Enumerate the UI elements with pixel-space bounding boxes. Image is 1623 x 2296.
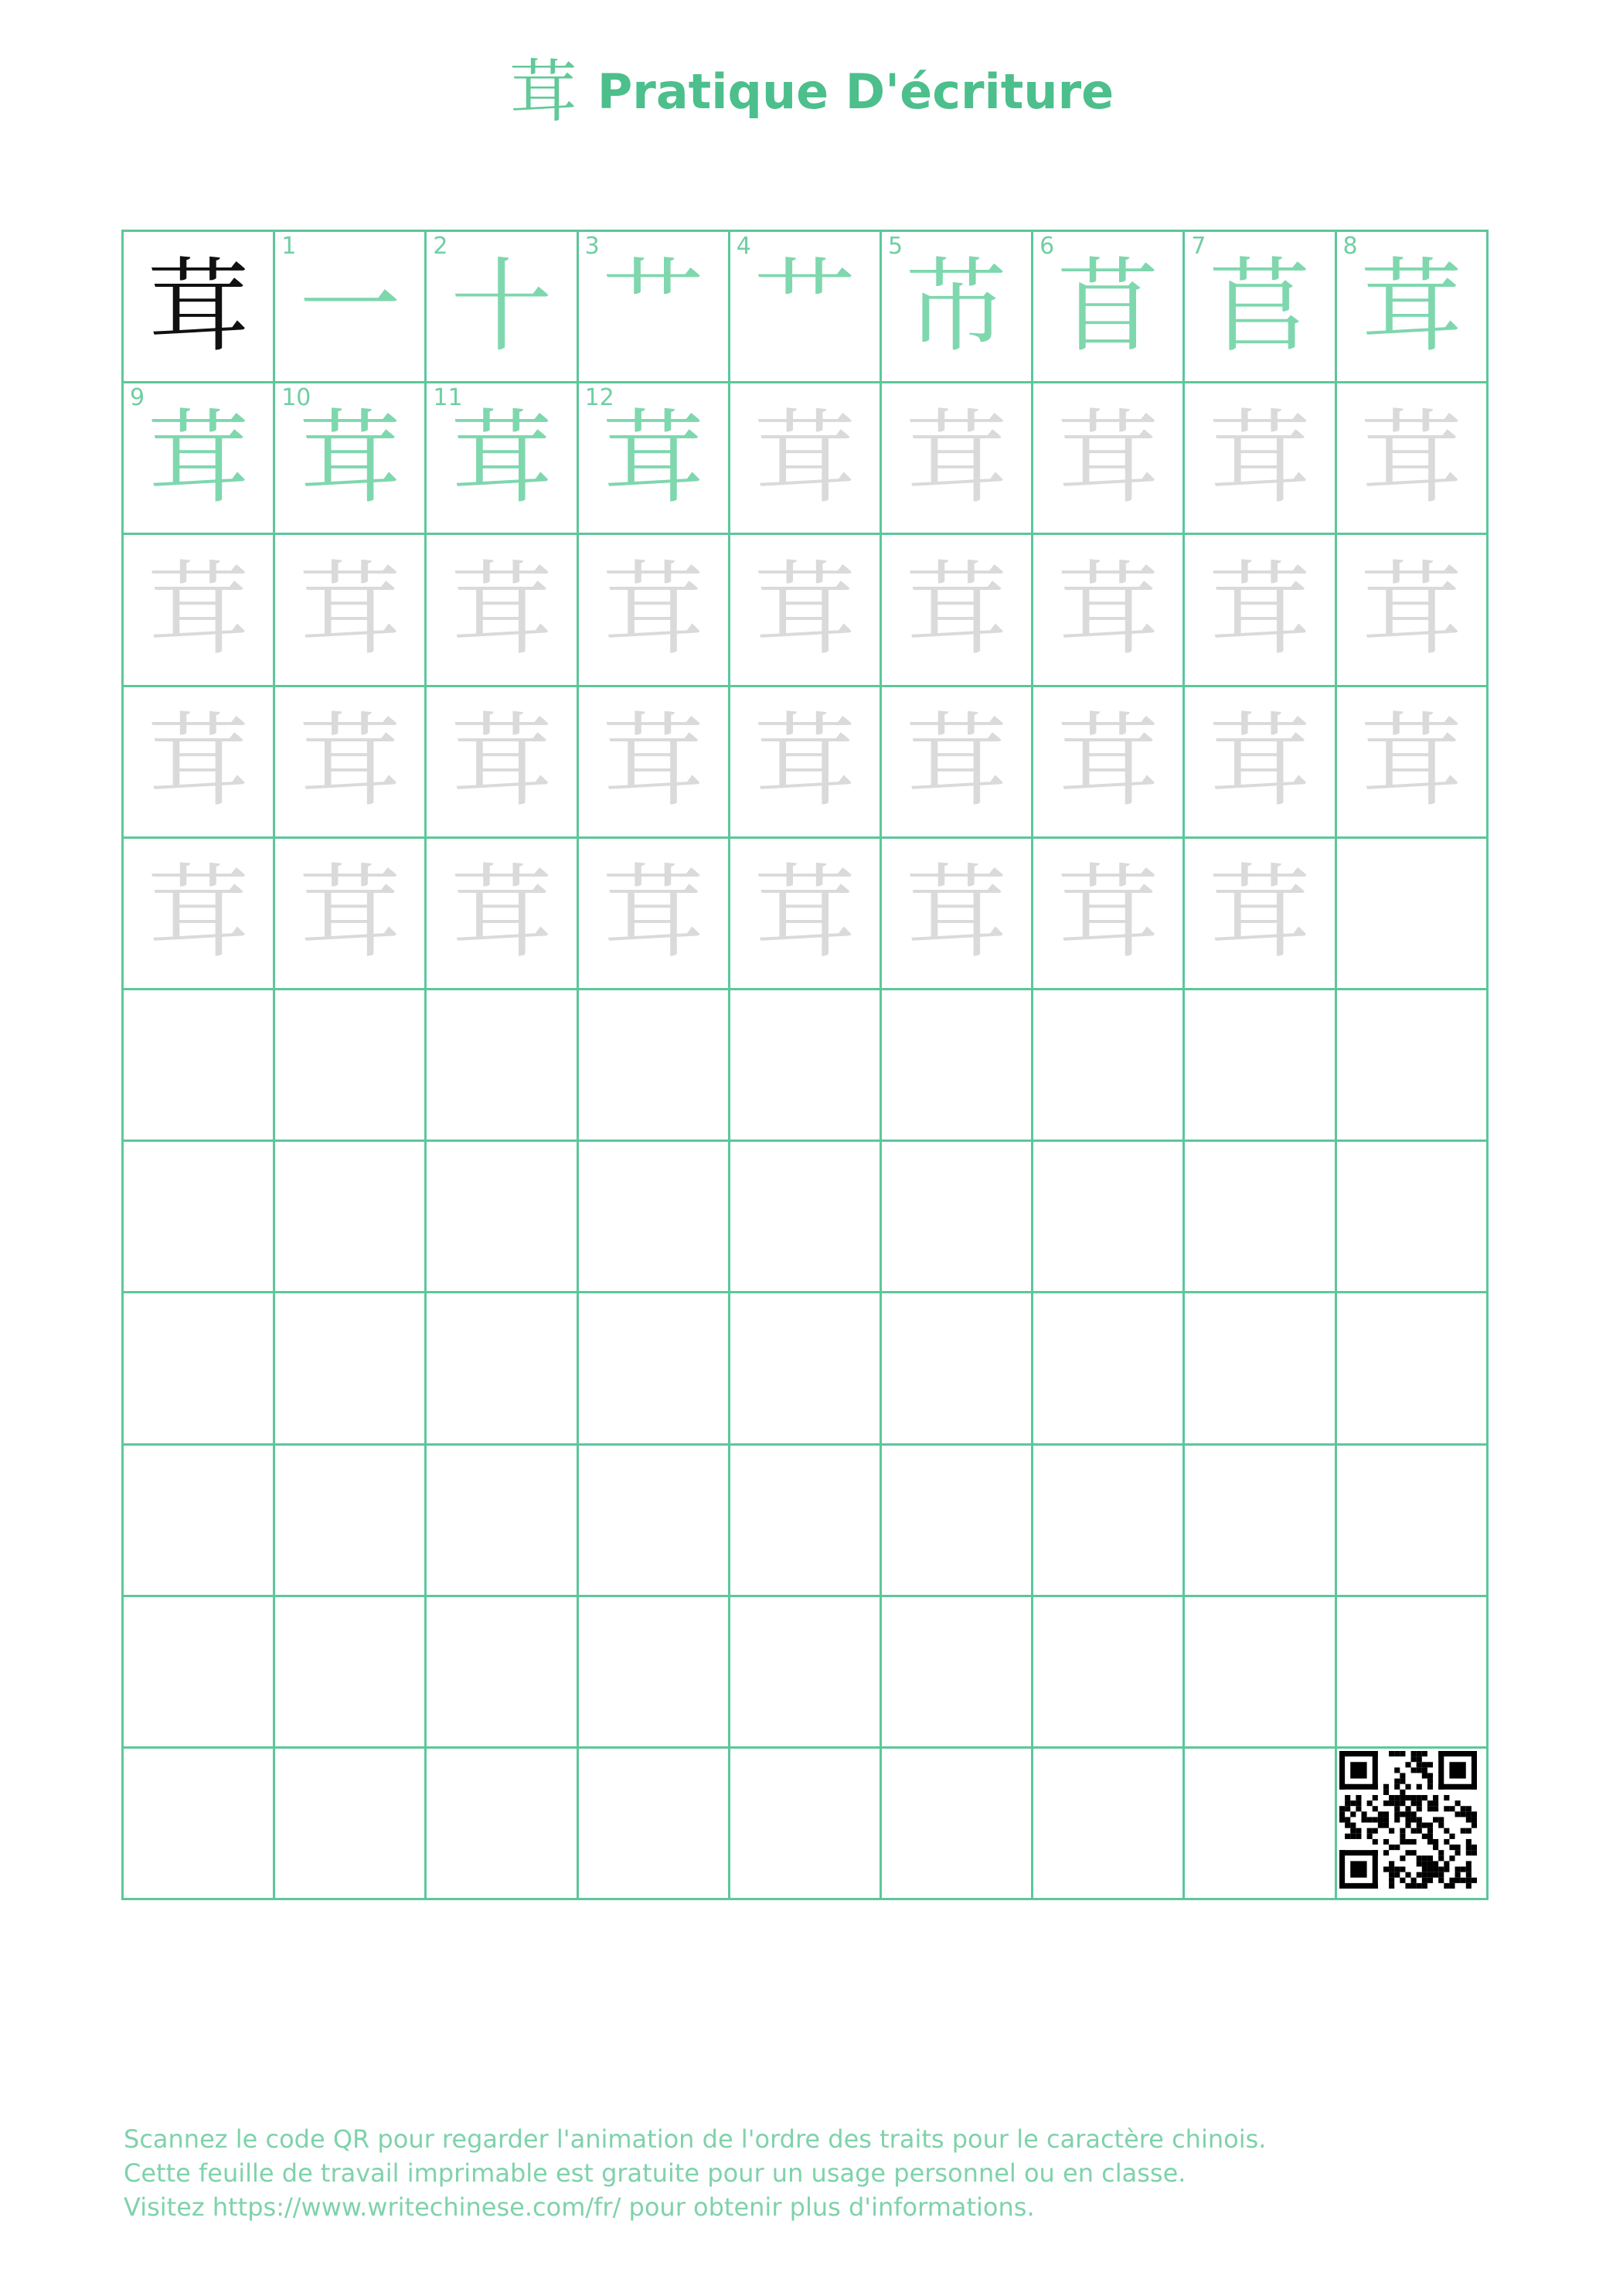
grid-cell[interactable] [882, 383, 1033, 535]
grid-cell[interactable] [275, 535, 427, 686]
grid-cell[interactable] [275, 990, 427, 1142]
stroke-order-number: 6 [1039, 233, 1055, 260]
blank-practice-area [1033, 1446, 1182, 1595]
tracing-character: 茸 [1208, 550, 1311, 669]
tracing-character: 茸 [905, 550, 1008, 669]
blank-practice-area [1185, 1142, 1334, 1291]
grid-cell[interactable] [882, 687, 1033, 839]
blank-practice-area [427, 1446, 576, 1595]
stroke-order-number: 1 [281, 233, 297, 260]
grid-cell[interactable] [1033, 1293, 1185, 1445]
grid-cell[interactable] [730, 383, 882, 535]
grid-cell[interactable] [1033, 535, 1185, 686]
tracing-character: 茸 [450, 853, 553, 973]
blank-practice-area [1033, 1749, 1182, 1898]
grid-cell[interactable] [124, 1142, 275, 1293]
grid-cell[interactable] [579, 383, 730, 535]
grid-cell[interactable] [275, 232, 427, 383]
blank-practice-area [730, 1293, 880, 1443]
grid-cell[interactable] [1033, 687, 1185, 839]
blank-practice-area [275, 990, 424, 1139]
grid-cell[interactable] [1185, 1749, 1336, 1900]
grid-cell[interactable] [1185, 990, 1336, 1142]
stroke-step-character: 艹 [754, 247, 856, 366]
tracing-character: 茸 [450, 550, 553, 669]
tracing-character: 茸 [754, 853, 856, 973]
tracing-character: 茸 [1208, 398, 1311, 518]
grid-cell[interactable] [427, 687, 578, 839]
grid-cell[interactable] [275, 1597, 427, 1749]
grid-cell[interactable] [427, 839, 578, 990]
grid-cell[interactable] [427, 1293, 578, 1445]
grid-cell[interactable] [1033, 383, 1185, 535]
blank-practice-area [1337, 839, 1486, 988]
blank-practice-area [882, 1446, 1031, 1595]
grid-cell[interactable] [124, 990, 275, 1142]
grid-cell[interactable] [1337, 535, 1489, 686]
tracing-character: 茸 [754, 702, 856, 822]
page-title [0, 52, 1623, 131]
blank-practice-area [124, 1597, 273, 1746]
blank-practice-area [1337, 990, 1486, 1139]
grid-cell[interactable] [124, 1749, 275, 1900]
grid-cell[interactable] [124, 1597, 275, 1749]
grid-cell[interactable] [579, 232, 730, 383]
stroke-step-character: 芇 [905, 247, 1008, 366]
grid-cell[interactable] [427, 1142, 578, 1293]
grid-cell[interactable] [730, 1749, 882, 1900]
grid-cell[interactable] [579, 1597, 730, 1749]
footer-line-2: Cette feuille de travail imprimable est gratuite pour un usage personnel ou en classe. [124, 2158, 1186, 2189]
grid-cell[interactable] [730, 535, 882, 686]
grid-cell[interactable] [730, 1142, 882, 1293]
grid-cell[interactable] [1337, 1293, 1489, 1445]
blank-practice-area [730, 1142, 880, 1291]
tracing-character: 茸 [1056, 398, 1159, 518]
blank-practice-area [427, 1293, 576, 1443]
grid-cell[interactable] [579, 535, 730, 686]
grid-cell[interactable] [1337, 1142, 1489, 1293]
tracing-character: 茸 [1208, 853, 1311, 973]
grid-cell[interactable] [124, 839, 275, 990]
blank-practice-area [124, 1293, 273, 1443]
grid-cell[interactable] [427, 990, 578, 1142]
blank-practice-area [275, 1142, 424, 1291]
grid-cell[interactable] [1033, 1446, 1185, 1597]
grid-cell[interactable] [579, 839, 730, 990]
tracing-character: 茸 [147, 853, 250, 973]
grid-cell[interactable] [124, 1293, 275, 1445]
grid-cell[interactable] [427, 1597, 578, 1749]
tracing-character: 茸 [754, 398, 856, 518]
stroke-step-character: 苢 [1208, 247, 1311, 366]
grid-cell[interactable] [1337, 687, 1489, 839]
grid-cell[interactable] [882, 1142, 1033, 1293]
tracing-character: 茸 [602, 702, 705, 822]
grid-cell[interactable] [275, 1293, 427, 1445]
blank-practice-area [1337, 1597, 1486, 1746]
grid-cell[interactable] [427, 535, 578, 686]
grid-cell[interactable] [1185, 839, 1336, 990]
blank-practice-area [275, 1293, 424, 1443]
blank-practice-area [427, 1142, 576, 1291]
grid-cell[interactable] [124, 383, 275, 535]
grid-cell[interactable] [1033, 1142, 1185, 1293]
grid-cell[interactable] [579, 1293, 730, 1445]
grid-cell[interactable] [1033, 839, 1185, 990]
tracing-character: 茸 [1360, 550, 1463, 669]
tracing-character: 茸 [754, 550, 856, 669]
grid-cell[interactable] [579, 1749, 730, 1900]
tracing-character: 茸 [450, 702, 553, 822]
grid-cell[interactable] [1033, 990, 1185, 1142]
grid-cell[interactable] [579, 1142, 730, 1293]
grid-cell[interactable] [1185, 383, 1336, 535]
grid-cell[interactable] [730, 990, 882, 1142]
tracing-character: 茸 [1056, 853, 1159, 973]
tracing-character: 茸 [298, 853, 401, 973]
blank-practice-area [275, 1446, 424, 1595]
blank-practice-area [1185, 1446, 1334, 1595]
stroke-order-number: 10 [281, 384, 311, 412]
blank-practice-area [1185, 1749, 1334, 1898]
grid-cell[interactable] [882, 232, 1033, 383]
tracing-character: 茸 [1360, 398, 1463, 518]
stroke-order-number: 12 [584, 384, 614, 412]
grid-cell[interactable] [275, 1142, 427, 1293]
grid-cell[interactable] [730, 687, 882, 839]
qr-code-icon[interactable] [1339, 1751, 1477, 1889]
stroke-order-number: 2 [433, 233, 448, 260]
title-character: 茸 [509, 52, 577, 131]
blank-practice-area [275, 1597, 424, 1746]
grid-cell[interactable] [579, 687, 730, 839]
stroke-step-character: 艹 [602, 247, 705, 366]
grid-cell[interactable] [275, 1446, 427, 1597]
tracing-character: 茸 [905, 853, 1008, 973]
grid-cell[interactable] [1185, 1597, 1336, 1749]
stroke-order-number: 11 [433, 384, 463, 412]
grid-cell[interactable] [1185, 1142, 1336, 1293]
tracing-character: 茸 [1056, 702, 1159, 822]
blank-practice-area [730, 1749, 880, 1898]
footer-line-1: Scannez le code QR pour regarder l'animation de l'ordre des traits pour le caractère chinois. [124, 2124, 1267, 2154]
blank-practice-area [882, 1142, 1031, 1291]
tracing-character: 茸 [905, 702, 1008, 822]
blank-practice-area [1185, 1293, 1334, 1443]
blank-practice-area [427, 1597, 576, 1746]
grid-cell[interactable] [124, 1446, 275, 1597]
blank-practice-area [275, 1749, 424, 1898]
grid-cell[interactable] [275, 1749, 427, 1900]
grid-cell[interactable] [1337, 1446, 1489, 1597]
grid-cell[interactable] [730, 1597, 882, 1749]
stroke-order-number: 4 [736, 233, 751, 260]
grid-cell[interactable] [124, 232, 275, 383]
tracing-character: 茸 [298, 702, 401, 822]
grid-cell[interactable] [1337, 383, 1489, 535]
grid-cell[interactable] [730, 839, 882, 990]
grid-cell[interactable] [1337, 839, 1489, 990]
tracing-character: 茸 [602, 853, 705, 973]
blank-practice-area [730, 1597, 880, 1746]
blank-practice-area [730, 990, 880, 1139]
tracing-character: 茸 [602, 550, 705, 669]
grid-cell[interactable] [1033, 1749, 1185, 1900]
blank-practice-area [579, 990, 728, 1139]
tracing-character: 茸 [1208, 702, 1311, 822]
blank-practice-area [427, 990, 576, 1139]
blank-practice-area [882, 990, 1031, 1139]
grid-cell[interactable] [579, 990, 730, 1142]
grid-cell[interactable] [730, 1446, 882, 1597]
blank-practice-area [1033, 1142, 1182, 1291]
grid-cell[interactable] [730, 1293, 882, 1445]
grid-cell[interactable] [1185, 535, 1336, 686]
stroke-order-number: 5 [887, 233, 903, 260]
stroke-step-character: 茸 [602, 398, 705, 518]
stroke-step-character: 一 [298, 247, 401, 366]
grid-cell[interactable] [1185, 1446, 1336, 1597]
blank-practice-area [1033, 1597, 1182, 1746]
blank-practice-area [1033, 990, 1182, 1139]
blank-practice-area [1337, 1446, 1486, 1595]
grid-cell[interactable] [1185, 1293, 1336, 1445]
blank-practice-area [882, 1597, 1031, 1746]
practice-grid [121, 230, 1489, 1900]
grid-cell[interactable] [882, 1293, 1033, 1445]
stroke-step-character: 茸 [147, 398, 250, 518]
blank-practice-area [124, 990, 273, 1139]
blank-practice-area [1337, 1293, 1486, 1443]
tracing-character: 茸 [1360, 702, 1463, 822]
grid-cell[interactable] [427, 1446, 578, 1597]
title-text: Pratique D'écriture [597, 63, 1114, 120]
blank-practice-area [124, 1142, 273, 1291]
blank-practice-area [1033, 1293, 1182, 1443]
blank-practice-area [579, 1749, 728, 1898]
footer-notes [124, 2122, 1515, 2224]
stroke-step-character: 苜 [1056, 247, 1159, 366]
grid-cell[interactable] [427, 1749, 578, 1900]
stroke-step-character: 十 [450, 247, 553, 366]
blank-practice-area [1185, 990, 1334, 1139]
stroke-order-number: 8 [1342, 233, 1358, 260]
stroke-step-character: 茸 [1360, 247, 1463, 366]
blank-practice-area [427, 1749, 576, 1898]
model-character: 茸 [147, 247, 250, 366]
stroke-step-character: 茸 [450, 398, 553, 518]
grid-cell[interactable] [730, 232, 882, 383]
tracing-character: 茸 [298, 550, 401, 669]
grid-cell[interactable] [1185, 687, 1336, 839]
grid-cell[interactable] [275, 839, 427, 990]
stroke-order-number: 3 [584, 233, 600, 260]
blank-practice-area [579, 1446, 728, 1595]
grid-cell[interactable] [882, 1597, 1033, 1749]
blank-practice-area [882, 1749, 1031, 1898]
grid-cell[interactable] [275, 383, 427, 535]
tracing-character: 茸 [905, 398, 1008, 518]
grid-cell[interactable] [1337, 232, 1489, 383]
grid-cell[interactable] [1337, 1597, 1489, 1749]
stroke-step-character: 茸 [298, 398, 401, 518]
grid-cell[interactable] [882, 1446, 1033, 1597]
blank-practice-area [1185, 1597, 1334, 1746]
grid-cell[interactable] [1337, 990, 1489, 1142]
blank-practice-area [124, 1446, 273, 1595]
blank-practice-area [730, 1446, 880, 1595]
blank-practice-area [579, 1597, 728, 1746]
grid-cell[interactable] [882, 990, 1033, 1142]
stroke-order-number: 7 [1191, 233, 1206, 260]
tracing-character: 茸 [147, 550, 250, 669]
grid-cell[interactable] [275, 687, 427, 839]
tracing-character: 茸 [147, 702, 250, 822]
footer-line-3: Visitez https://www.writechinese.com/fr/ pour obtenir plus d'informations. [124, 2192, 1035, 2223]
grid-cell[interactable] [1337, 1749, 1489, 1900]
blank-practice-area [579, 1142, 728, 1291]
grid-cell[interactable] [882, 839, 1033, 990]
grid-cell[interactable] [1033, 232, 1185, 383]
grid-cell[interactable] [1033, 1597, 1185, 1749]
grid-cell[interactable] [882, 535, 1033, 686]
grid-cell[interactable] [882, 1749, 1033, 1900]
stroke-order-number: 9 [130, 384, 145, 412]
grid-cell[interactable] [427, 232, 578, 383]
grid-cell[interactable] [124, 687, 275, 839]
blank-practice-area [579, 1293, 728, 1443]
grid-cell[interactable] [427, 383, 578, 535]
grid-cell[interactable] [579, 1446, 730, 1597]
blank-practice-area [882, 1293, 1031, 1443]
grid-cell[interactable] [1185, 232, 1336, 383]
blank-practice-area [1337, 1142, 1486, 1291]
tracing-character: 茸 [1056, 550, 1159, 669]
blank-practice-area [124, 1749, 273, 1898]
grid-cell[interactable] [124, 535, 275, 686]
